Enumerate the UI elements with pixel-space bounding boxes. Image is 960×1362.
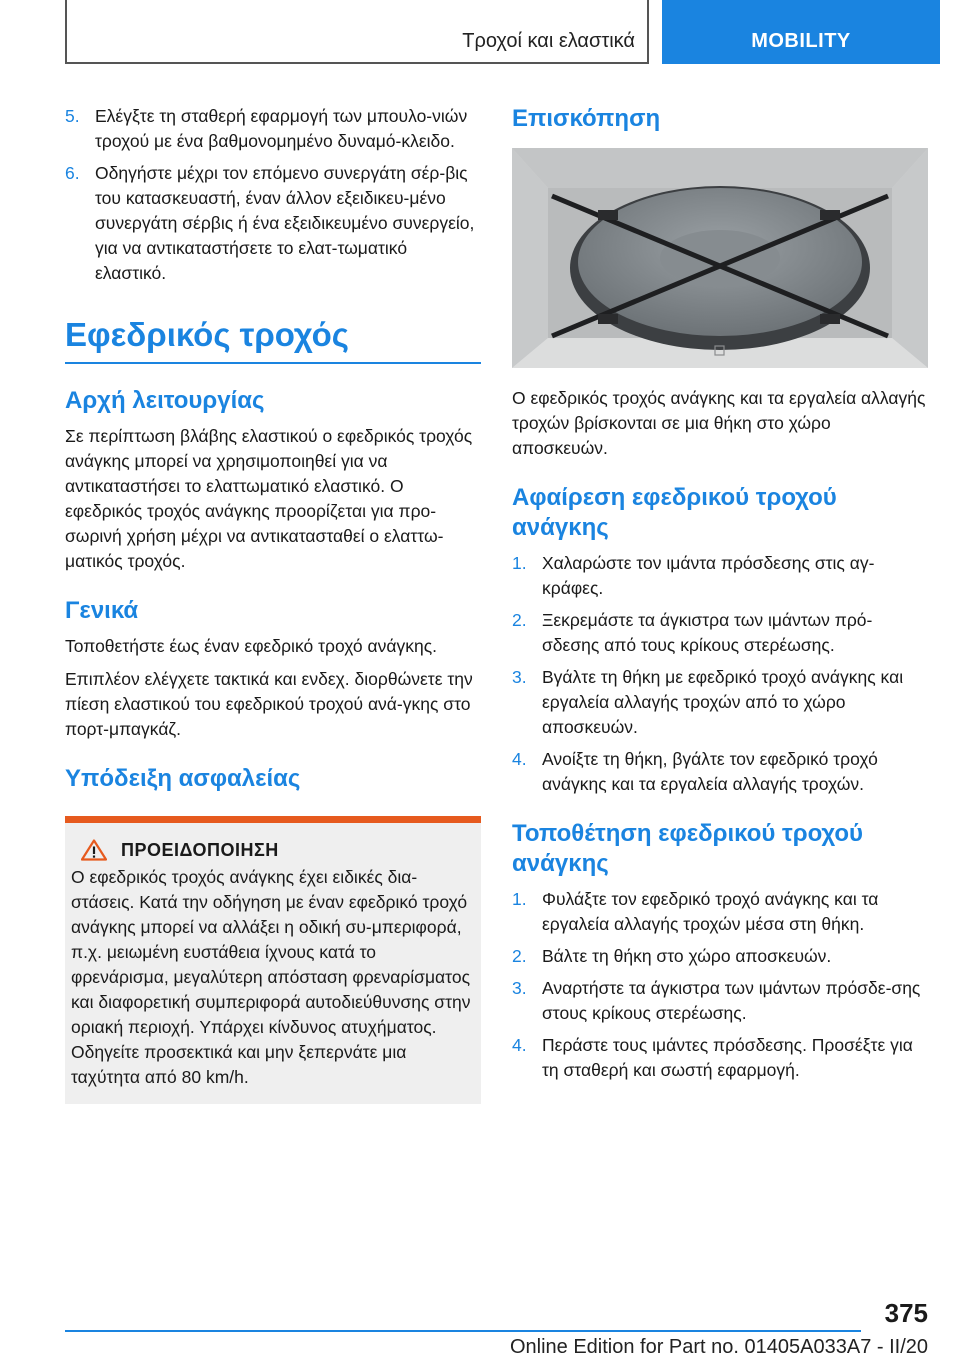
left-column (65, 104, 481, 1104)
list-item (512, 976, 928, 1026)
principle-heading: Αρχή λειτουργίας (65, 387, 265, 414)
safety-heading: Υπόδειξη ασφαλείας (65, 765, 301, 792)
step-text: Βγάλτε τη θήκη με εφεδρικό τροχό ανάγκης και εργαλεία αλλαγής τροχών από το χώρο αποσκευών. (542, 667, 904, 737)
step-number: 3. (512, 978, 527, 998)
step-text: Ξεκρεμάστε τα άγκιστρα των ιμάντων πρό-σδεσης από τους κρίκους στερέωσης. (542, 610, 873, 655)
principle-text: Σε περίπτωση βλάβης ελαστικού ο εφεδρικός τροχός ανάγκης μπορεί να χρησιμοποιηθεί για να αντικαταστήσει το ελαττωματικό ελαστικό. Ο εφεδρικός τροχός ανάγκης προορίζεται για προ-σωρινή χρήση μέχρι να αντικατασταθεί ο ελαττω-ματικός τροχός. (65, 426, 473, 571)
warning-title: ΠΡΟΕΙΔΟΠΟΙΗΣΗ (121, 839, 279, 860)
step-number: 4. (512, 1035, 527, 1055)
warning-text: Ο εφεδρικός τροχός ανάγκης έχει ειδικές δια-στάσεις. Κατά την οδήγηση με έναν εφεδρικό τροχό ανάγκης μπορεί να αλλάξει η οδική συ-μπεριφορά, π.χ. μειωμένη ευστάθεια ίχνους κατά το φρενάρισμα, μεγαλύτερη απόσταση φρεναρίσματος και διαφορετική συμπεριφορά αυτοδιεύθυνσης στην οριακή περιοχή. Υπάρχει κίνδυνος ατυχήματος. Οδηγείτε προσεκτικά και μην ξεπερνάτε μια ταχύτητα από 80 km/h. (71, 867, 471, 1087)
spare-wheel-photo (512, 148, 928, 368)
step-text: Οδηγήστε μέχρι τον επόμενο συνεργάτη σέρ-βις του κατασκευαστή, έναν άλλον εξειδικευ-μένο συνεργάτη σέρβις ή ένα εξειδικευμένο συνεργείο, για να αντικαταστήσετε το ελατ-τωματικό ελαστικό. (95, 163, 475, 283)
step-number: 2. (512, 610, 527, 630)
step-text: Χαλαρώστε τον ιμάντα πρόσδεσης στις αγ-κράφες. (542, 553, 875, 598)
list-item (512, 944, 928, 969)
step-text: Βάλτε τη θήκη στο χώρο αποσκευών. (542, 946, 832, 966)
step-text: Ελέγξτε τη σταθερή εφαρμογή των μπουλο-νιών τροχού με ένα βαθμονομημένο δυναμό-κλειδο. (95, 106, 468, 151)
warning-triangle-icon (81, 839, 107, 861)
step-text: Περάστε τους ιμάντες πρόσδεσης. Προσέξτε για τη σταθερή και σωστή εφαρμογή. (542, 1035, 913, 1080)
remove-heading: Αφαίρεση εφεδρικού τροχού ανάγκης (512, 484, 837, 541)
footer-divider (65, 1330, 861, 1332)
step-number: 5. (65, 106, 80, 126)
header-frame (65, 0, 649, 64)
warning-header (71, 839, 475, 861)
list-item (512, 1033, 928, 1083)
list-item (512, 747, 928, 797)
step-number: 4. (512, 749, 527, 769)
overview-heading: Επισκόπηση (512, 105, 661, 132)
step-number: 1. (512, 553, 527, 573)
spare-wheel-heading: Εφεδρικός τροχός (65, 316, 481, 364)
step-text: Ανοίξτε τη θήκη, βγάλτε τον εφεδρικό τροχό ανάγκης και τα εργαλεία αλλαγής τροχών. (542, 749, 878, 794)
install-heading: Τοποθέτηση εφεδρικού τροχού ανάγκης (512, 820, 863, 877)
step-number: 2. (512, 946, 527, 966)
list-item (512, 551, 928, 601)
right-column (512, 104, 928, 1090)
page-number: 375 (884, 1298, 928, 1328)
list-item (512, 887, 928, 937)
tab-mobility[interactable]: MOBILITY (662, 0, 940, 64)
step-text: Αναρτήστε τα άγκιστρα των ιμάντων πρόσδε-σης στους κρίκους στερέωσης. (542, 978, 921, 1023)
list-item (65, 104, 481, 154)
step-number: 1. (512, 889, 527, 909)
general-heading: Γενικά (65, 597, 139, 624)
general-paragraph-1: Τοποθετήστε έως έναν εφεδρικό τροχό ανάγκης. (65, 636, 438, 656)
list-item (512, 608, 928, 658)
warning-box (65, 816, 481, 1104)
list-item (65, 161, 481, 286)
image-caption: Ο εφεδρικός τροχός ανάγκης και τα εργαλεία αλλαγής τροχών βρίσκονται σε μια θήκη στο χώρο αποσκευών. (512, 388, 926, 458)
step-text: Φυλάξτε τον εφεδρικό τροχό ανάγκης και τα εργαλεία αλλαγής τροχών μέσα στη θήκη. (542, 889, 879, 934)
step-number: 3. (512, 667, 527, 687)
edition-footer: Online Edition for Part no. 01405A033A7 - II/20 (509, 1336, 928, 1358)
general-paragraph-2: Επιπλέον ελέγχετε τακτικά και ενδεχ. διορθώνετε την πίεση ελαστικού του εφεδρικού τροχού ανά-γκης στο πορτ-μπαγκάζ. (65, 669, 473, 739)
step-number: 6. (65, 163, 80, 183)
section-title: Τροχοί και ελαστικά (462, 30, 635, 52)
list-item (512, 665, 928, 740)
